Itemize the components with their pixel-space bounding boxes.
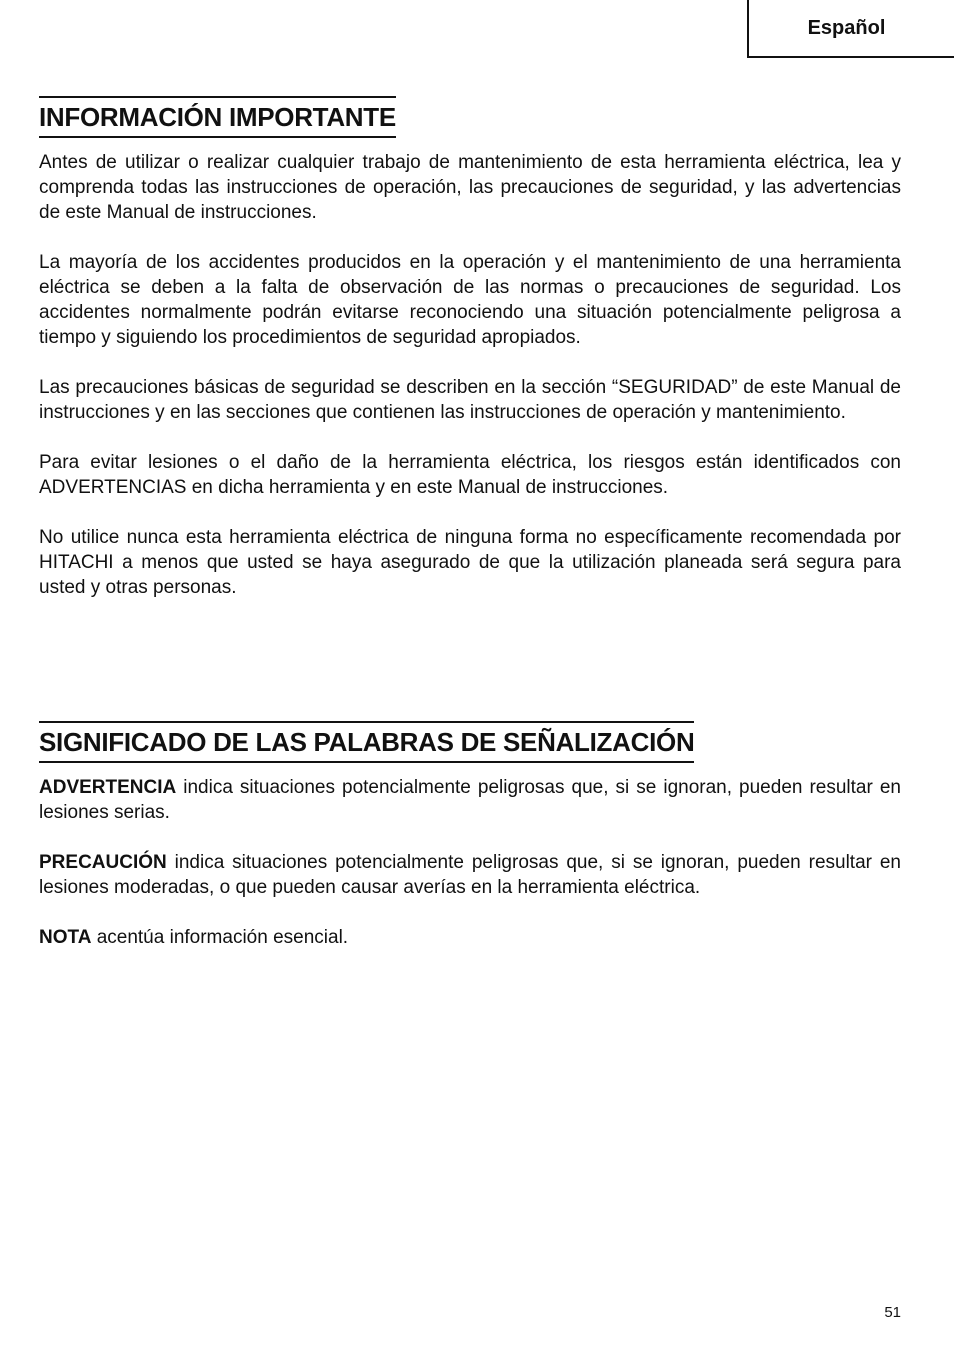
definition-term: NOTA (39, 927, 92, 948)
definition-term: ADVERTENCIA (39, 777, 177, 798)
section-significado-palabras (39, 721, 901, 975)
page-number: 51 (884, 1304, 901, 1321)
definition-text: acentúa información esencial. (91, 927, 349, 948)
language-tab-label: Español (807, 16, 886, 39)
definition-text: indica situaciones potencialmente peligrosas que, si se ignoran, pueden resultar en lesiones moderadas, o que pueden causar averías en la herramienta eléctrica. (39, 852, 901, 898)
section-informacion-importante (39, 96, 901, 625)
section-title: SIGNIFICADO DE LAS PALABRAS DE SEÑALIZACIÓN (39, 721, 694, 763)
paragraph: Antes de utilizar o realizar cualquier trabajo de mantenimiento de esta herramienta eléctrica, lea y comprenda todas las instrucciones de operación, las precauciones de seguridad, y las advertencias de este Manual de instrucciones. (39, 152, 901, 223)
definition-precaucion (39, 850, 901, 900)
definition-advertencia (39, 775, 901, 825)
section-body (39, 150, 901, 600)
section-title: INFORMACIÓN IMPORTANTE (39, 96, 396, 138)
paragraph: No utilice nunca esta herramienta eléctrica de ninguna forma no específicamente recomendada por HITACHI a menos que usted se haya asegurado de que la utilización planeada será segura para usted y otras personas. (39, 527, 901, 598)
definition-text: indica situaciones potencialmente peligrosas que, si se ignoran, pueden resultar en lesiones serias. (39, 777, 901, 823)
paragraph: La mayoría de los accidentes producidos en la operación y el mantenimiento de una herramienta eléctrica se deben a la falta de observación de las normas o precauciones de seguridad. Los accidentes normalmente podrán evitarse reconociendo una situación potencialmente peligrosa a tiempo y siguiendo los procedimientos de seguridad apropiados. (39, 252, 901, 348)
section-body (39, 775, 901, 950)
paragraph: Para evitar lesiones o el daño de la herramienta eléctrica, los riesgos están identificados con ADVERTENCIAS en dicha herramienta y en este Manual de instrucciones. (39, 452, 901, 498)
language-tab (747, 0, 954, 58)
paragraph: Las precauciones básicas de seguridad se describen en la sección “SEGURIDAD” de este Manual de instrucciones y en las secciones que contienen las instrucciones de operación y mantenimiento. (39, 377, 901, 423)
definition-nota (39, 925, 901, 950)
definition-term: PRECAUCIÓN (39, 852, 167, 873)
